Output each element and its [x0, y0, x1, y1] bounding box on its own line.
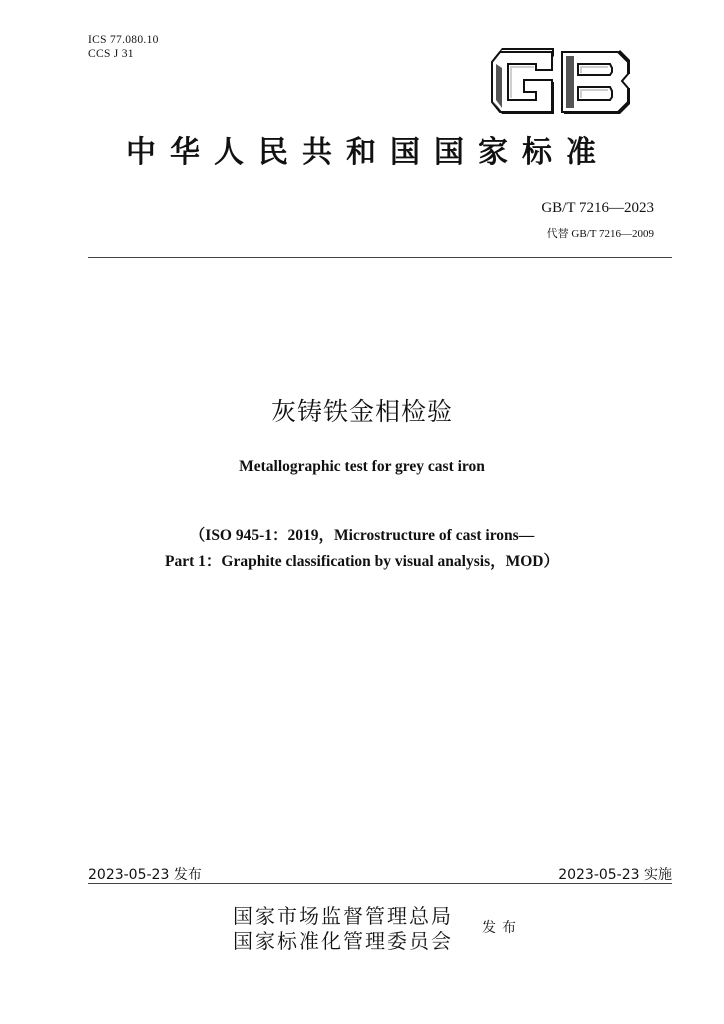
replaced-standard: 代替 GB/T 7216—2009: [546, 228, 654, 240]
issuing-bodies: [233, 904, 453, 954]
document-title-english: Metallographic test for grey cast iron: [239, 458, 485, 475]
publish-date: 2023-05-23 发布: [88, 867, 202, 883]
issue-label: 发布: [482, 920, 522, 936]
classification-codes: [88, 33, 159, 61]
implement-date: 2023-05-23 实施: [558, 867, 672, 883]
iso-relation-line-2: Part 1：Graphite classification by visual analysis，MOD）: [165, 553, 559, 570]
ics-code: ICS 77.080.10: [88, 34, 159, 46]
document-title-chinese: 灰铸铁金相检验: [270, 397, 453, 426]
iso-relation-line-1: （ISO 945-1：2019，Microstructure of cast irons—: [189, 527, 535, 544]
gb-logo: [490, 42, 635, 120]
standard-number: GB/T 7216—2023: [541, 200, 654, 216]
organization-title: 中华人民共和国国家标准: [126, 135, 610, 170]
ccs-code: CCS J 31: [88, 48, 134, 60]
issuer-sac: 国家标准化管理委员会: [233, 929, 453, 953]
footer-divider: [88, 883, 672, 884]
iso-relation: [0, 523, 724, 575]
issuer-samr: 国家市场监督管理总局: [233, 904, 453, 928]
header-divider: [88, 257, 672, 258]
